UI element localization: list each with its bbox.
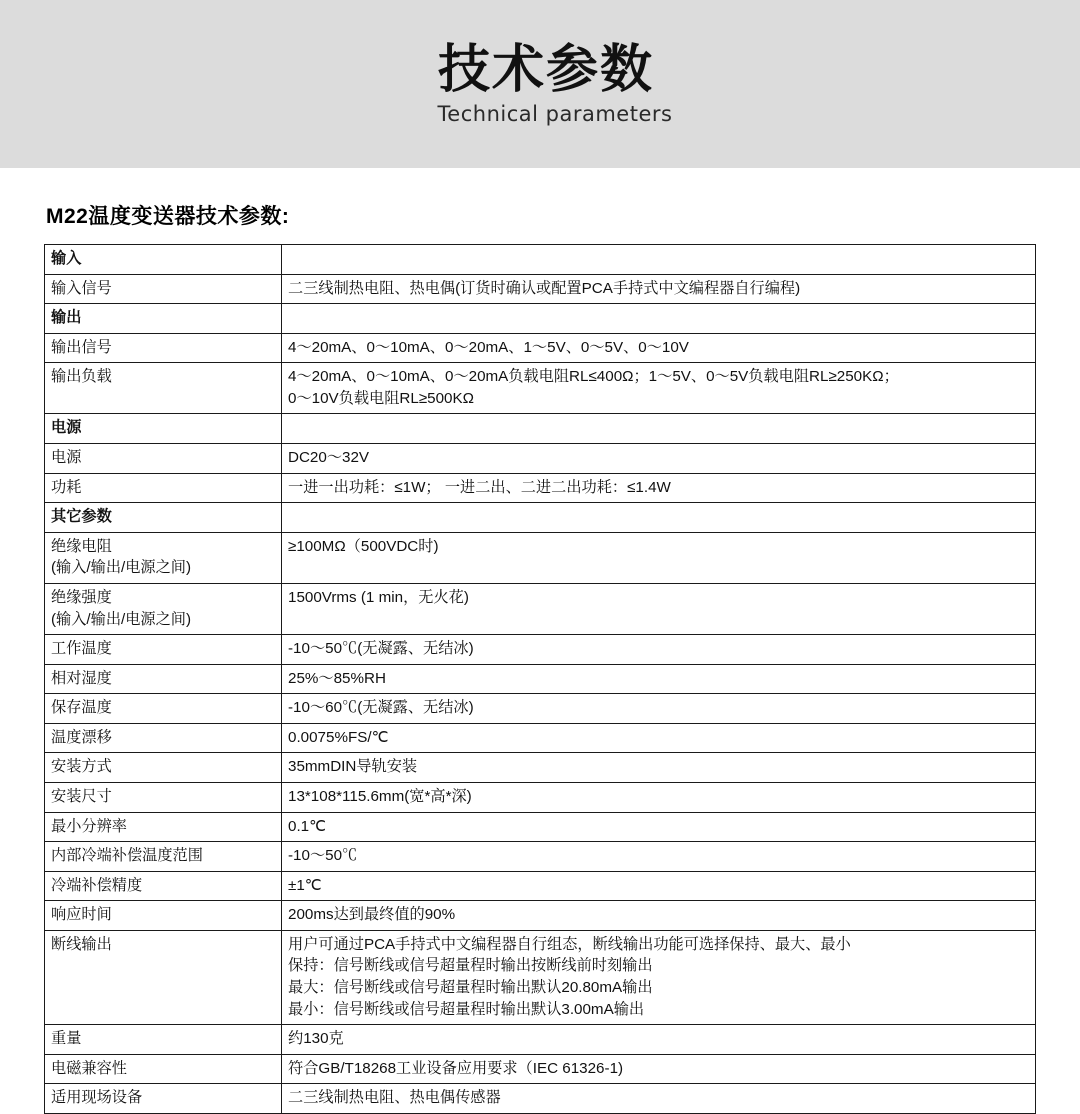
table-row [45,1054,1036,1084]
table-cell-label [45,274,282,304]
table-cell-value [282,901,1036,931]
label-line: 内部冷端补偿温度范围 [51,847,203,865]
table-cell-label [45,245,282,275]
table-cell-label [45,871,282,901]
table-cell-value [282,842,1036,872]
table-cell-value [282,1084,1036,1114]
label-line: 输出 [51,309,82,327]
table-row [45,635,1036,665]
label-line: (输入/输出/电源之间) [51,559,192,577]
table-cell-label [45,782,282,812]
value-line: 二三线制热电阻、热电偶(订货时确认或配置PCA手持式中文编程器自行编程) [288,279,801,297]
banner-subtitle: Technical parameters [437,101,673,126]
label-line: 电磁兼容性 [51,1059,127,1077]
table-row [45,694,1036,724]
table-cell-label [45,1084,282,1114]
table-cell-label [45,444,282,474]
value-line: 最小：信号断线或信号超量程时输出默认3.00mA输出 [288,1000,645,1018]
table-cell-value [282,333,1036,363]
table-row [45,444,1036,474]
label-line: 安装方式 [51,758,112,776]
table-row [45,664,1036,694]
table-cell-label [45,635,282,665]
table-cell-label [45,503,282,533]
label-line: 适用现场设备 [51,1089,143,1107]
table-cell-value [282,414,1036,444]
table-row [45,782,1036,812]
table-cell-label [45,842,282,872]
table-cell-label [45,304,282,334]
table-cell-label [45,812,282,842]
value-line: 13*108*115.6mm(宽*高*深) [288,787,472,805]
table-row [45,1084,1036,1114]
table-cell-value [282,930,1036,1024]
table-row [45,583,1036,634]
value-line: -10〜50℃ [288,847,358,865]
table-cell-value [282,245,1036,275]
table-row [45,753,1036,783]
label-line: 重量 [51,1030,82,1048]
table-cell-value [282,503,1036,533]
value-line: 符合GB/T18268工业设备应用要求（IEC 61326-1) [288,1059,624,1077]
table-cell-label [45,930,282,1024]
table-cell-label [45,753,282,783]
value-line: 0.0075%FS/℃ [288,728,389,746]
label-line: (输入/输出/电源之间) [51,610,192,628]
specification-table-body [45,245,1036,1114]
section-heading: M22温度变送器技术参数: [46,205,290,228]
value-line: 0〜10V负载电阻RL≥500KΩ [288,389,474,407]
table-cell-value [282,723,1036,753]
table-row [45,473,1036,503]
value-line: -10〜50℃(无凝露、无结冰) [288,640,474,658]
label-line: 输出信号 [51,338,112,356]
table-cell-value [282,583,1036,634]
label-line: 温度漂移 [51,728,112,746]
table-cell-value [282,635,1036,665]
value-line: 保持：信号断线或信号超量程时输出按断线前时刻输出 [288,957,653,975]
table-cell-label [45,363,282,414]
table-cell-label [45,723,282,753]
table-cell-label [45,901,282,931]
value-line: 25%〜85%RH [288,669,386,687]
value-line: 一进一出功耗：≤1W； 一进二出、二进二出功耗：≤1.4W [288,478,671,496]
table-cell-value [282,444,1036,474]
table-cell-value [282,694,1036,724]
label-line: 其它参数 [51,508,112,526]
value-line: DC20〜32V [288,449,370,467]
value-line: 二三线制热电阻、热电偶传感器 [288,1089,501,1107]
table-cell-value [282,473,1036,503]
table-row [45,812,1036,842]
value-line: 35mmDIN导轨安装 [288,758,418,776]
table-cell-label [45,694,282,724]
value-line: 4〜20mA、0〜10mA、0〜20mA负载电阻RL≤400Ω；1〜5V、0〜5V负载电阻RL≥250KΩ； [288,368,899,386]
page-banner [0,0,1080,168]
label-line: 安装尺寸 [51,787,112,805]
table-cell-label [45,664,282,694]
label-line: 相对湿度 [51,669,112,687]
table-cell-label [45,473,282,503]
table-group-row [45,414,1036,444]
banner-text-group [0,0,1080,168]
value-line: 最大：信号断线或信号超量程时输出默认20.80mA输出 [288,979,653,997]
table-row [45,363,1036,414]
label-line: 断线输出 [51,935,112,953]
table-group-row [45,304,1036,334]
value-line: 1500Vrms (1 min，无火花) [288,588,469,606]
value-line: 4〜20mA、0〜10mA、0〜20mA、1〜5V、0〜5V、0〜10V [288,338,689,356]
table-row [45,532,1036,583]
label-line: 绝缘强度 [51,588,112,606]
table-cell-label [45,583,282,634]
table-group-row [45,503,1036,533]
table-cell-label [45,414,282,444]
label-line: 响应时间 [51,906,112,924]
table-cell-label [45,1025,282,1055]
table-row [45,1025,1036,1055]
table-row [45,901,1036,931]
label-line: 输入 [51,250,82,267]
table-cell-value [282,782,1036,812]
label-line: 绝缘电阻 [51,537,112,555]
value-line: ≥100MΩ（500VDC时) [288,537,439,555]
table-cell-value [282,304,1036,334]
table-cell-value [282,871,1036,901]
specification-table [44,244,1036,1114]
value-line: -10〜60℃(无凝露、无结冰) [288,699,474,717]
table-cell-value [282,363,1036,414]
label-line: 保存温度 [51,699,112,717]
label-line: 功耗 [51,478,82,496]
table-cell-value [282,274,1036,304]
table-cell-label [45,532,282,583]
table-row [45,930,1036,1024]
label-line: 输出负载 [51,368,112,386]
value-line: 0.1℃ [288,817,327,835]
value-line: 200ms达到最终值的90% [288,906,456,924]
table-cell-label [45,1054,282,1084]
table-row [45,723,1036,753]
label-line: 工作温度 [51,640,112,658]
table-cell-value [282,532,1036,583]
table-cell-value [282,753,1036,783]
label-line: 冷端补偿精度 [51,876,143,894]
table-row [45,274,1036,304]
value-line: 用户可通过PCA手持式中文编程器自行组态，断线输出功能可选择保持、最大、最小 [288,935,851,953]
value-line: 约130克 [288,1030,344,1048]
table-cell-value [282,664,1036,694]
label-line: 输入信号 [51,279,112,297]
label-line: 电源 [51,449,82,467]
table-row [45,842,1036,872]
table-cell-value [282,1054,1036,1084]
label-line: 最小分辨率 [51,817,127,835]
table-cell-value [282,1025,1036,1055]
table-group-row [45,245,1036,275]
table-cell-label [45,333,282,363]
banner-title: 技术参数 [437,41,654,100]
table-cell-value [282,812,1036,842]
label-line: 电源 [51,419,82,437]
table-row [45,333,1036,363]
value-line: ±1℃ [288,876,322,894]
table-row [45,871,1036,901]
